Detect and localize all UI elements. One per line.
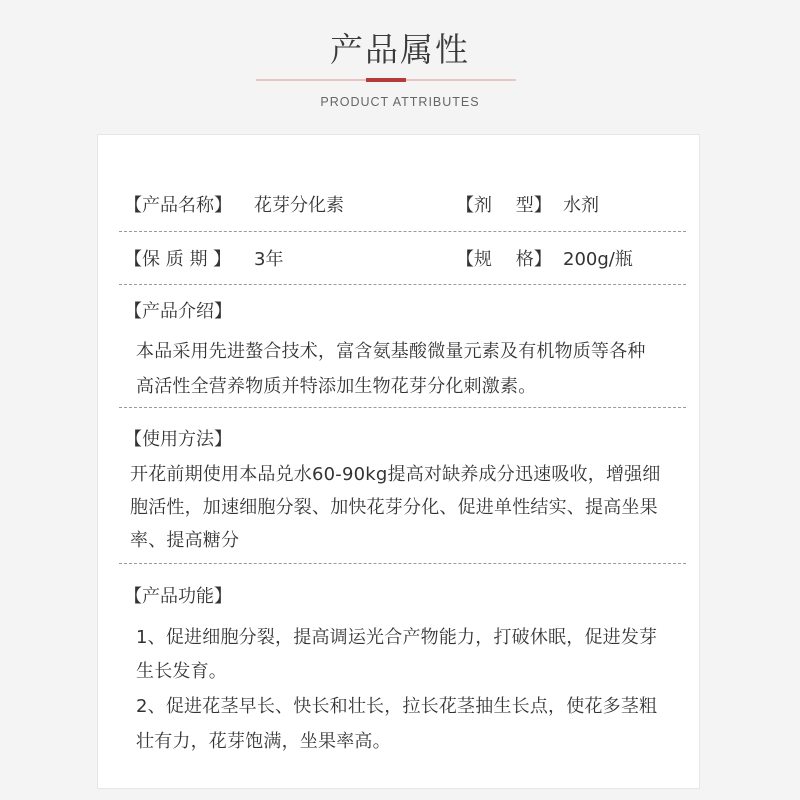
usage-line: 开花前期使用本品兑水60-90kg提高对缺养成分迅速吸收，增强细 bbox=[130, 464, 661, 485]
attr-value-formulation: 水剂 bbox=[563, 195, 599, 216]
page-subtitle: PRODUCT ATTRIBUTES bbox=[320, 95, 480, 109]
intro-title: 【产品介绍】 bbox=[124, 301, 232, 322]
functions-title: 【产品功能】 bbox=[124, 586, 232, 607]
intro-line: 高活性全营养物质并特添加生物花芽分化刺激素。 bbox=[136, 376, 537, 397]
functions-line: 1、促进细胞分裂，提高调运光合产物能力，打破休眠，促进发芽 bbox=[136, 627, 658, 648]
functions-line: 生长发育。 bbox=[136, 661, 227, 682]
usage-line: 胞活性，加速细胞分裂、加快花芽分化、促进单性结实、提高坐果 bbox=[130, 497, 658, 518]
attr-label-formulation: 【剂 型】 bbox=[456, 195, 552, 216]
functions-line: 壮有力，花芽饱满，坐果率高。 bbox=[136, 731, 391, 752]
divider bbox=[119, 563, 686, 564]
divider bbox=[119, 284, 686, 285]
page-title: 产品属性 bbox=[330, 30, 470, 69]
usage-title: 【使用方法】 bbox=[124, 429, 232, 450]
attr-value-spec: 200g/瓶 bbox=[563, 249, 633, 270]
functions-line: 2、促进花茎早长、快长和壮长，拉长花茎抽生长点，使花多茎粗 bbox=[136, 696, 658, 717]
attr-label-spec: 【规 格】 bbox=[456, 249, 552, 270]
intro-line: 本品采用先进螯合技术，富含氨基酸微量元素及有机物质等各种 bbox=[136, 341, 646, 362]
divider bbox=[119, 231, 686, 232]
attr-label-product-name: 【产品名称】 bbox=[124, 195, 232, 216]
title-underline-accent bbox=[366, 78, 406, 82]
divider bbox=[119, 407, 686, 408]
attr-value-shelf-life: 3年 bbox=[254, 249, 284, 270]
attr-value-product-name: 花芽分化素 bbox=[254, 195, 344, 216]
usage-line: 率、提高糖分 bbox=[130, 530, 240, 551]
attr-label-shelf-life: 【保 质 期 】 bbox=[124, 249, 232, 270]
